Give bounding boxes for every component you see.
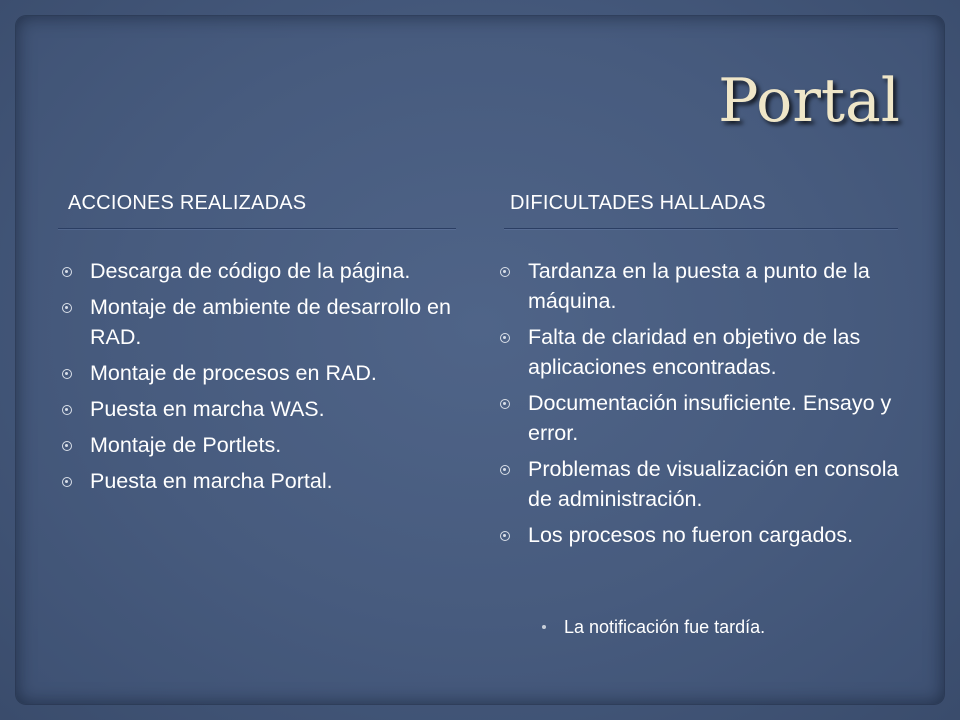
- list-item: [62, 256, 457, 286]
- left-heading-divider: [58, 228, 456, 229]
- list-item: [500, 256, 910, 316]
- circle-bullet-icon: [62, 405, 72, 415]
- circle-bullet-icon: [62, 267, 72, 277]
- list-item: [62, 430, 457, 460]
- list-item-text: Descarga de código de la página.: [90, 259, 411, 283]
- circle-bullet-icon: [62, 369, 72, 379]
- sub-list-item: [540, 614, 765, 640]
- list-item: [500, 322, 910, 382]
- list-item-text: Tardanza en la puesta a punto de la máquina.: [528, 259, 870, 313]
- circle-bullet-icon: [500, 267, 510, 277]
- circle-bullet-icon: [500, 465, 510, 475]
- list-item: [500, 388, 910, 448]
- list-item-text: Montaje de procesos en RAD.: [90, 361, 377, 385]
- list-item-text: Los procesos no fueron cargados.: [528, 523, 854, 547]
- list-item: [62, 292, 457, 352]
- list-item: [500, 520, 910, 550]
- difficulties-sub-list: [540, 614, 765, 640]
- circle-bullet-icon: [500, 399, 510, 409]
- right-heading-divider: [504, 228, 898, 229]
- list-item-text: Puesta en marcha WAS.: [90, 397, 325, 421]
- circle-bullet-icon: [62, 477, 72, 487]
- right-column-heading: DIFICULTADES HALLADAS: [510, 192, 766, 214]
- circle-bullet-icon: [62, 441, 72, 451]
- list-item-text: Problemas de visualización en consola de administración.: [528, 457, 899, 511]
- list-item: [62, 394, 457, 424]
- dot-bullet-icon: [542, 625, 546, 629]
- circle-bullet-icon: [500, 333, 510, 343]
- sub-list-item-text: La notificación fue tardía.: [564, 617, 766, 637]
- left-column-heading: ACCIONES REALIZADAS: [68, 192, 307, 214]
- circle-bullet-icon: [62, 303, 72, 313]
- circle-bullet-icon: [500, 531, 510, 541]
- list-item-text: Documentación insuficiente. Ensayo y error.: [528, 391, 892, 445]
- list-item: [62, 358, 457, 388]
- slide-title: Portal: [718, 66, 900, 136]
- list-item-text: Falta de claridad en objetivo de las aplicaciones encontradas.: [528, 325, 861, 379]
- actions-list: [62, 256, 457, 502]
- list-item: [62, 466, 457, 496]
- list-item-text: Montaje de ambiente de desarrollo en RAD.: [90, 295, 451, 349]
- list-item-text: Montaje de Portlets.: [90, 433, 282, 457]
- difficulties-list: [500, 256, 910, 556]
- list-item: [500, 454, 910, 514]
- list-item-text: Puesta en marcha Portal.: [90, 469, 333, 493]
